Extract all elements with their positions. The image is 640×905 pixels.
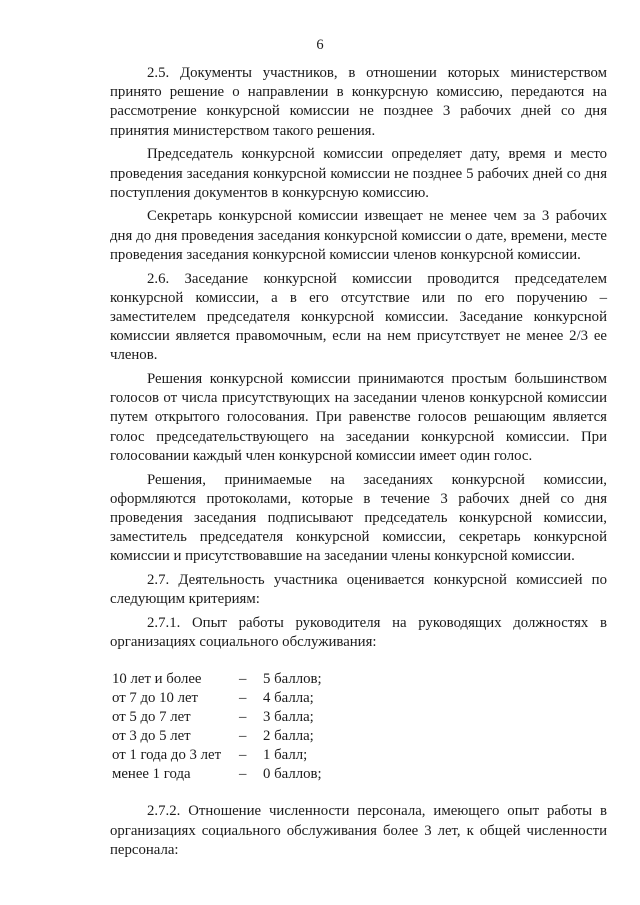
criteria-row [112, 670, 322, 689]
criteria-dash: – [239, 671, 247, 688]
paragraph-2-7-2: 2.7.2. Отношение численности персонала, имеющего опыт работы в организациях социального обслуживания более 3 лет, к общей численности персонала: [110, 803, 607, 858]
document-body [110, 64, 607, 865]
criteria-score: 1 балл; [263, 747, 308, 764]
criteria-row [112, 689, 322, 708]
criteria-dash: – [239, 747, 247, 764]
paragraph-2-7-1: 2.7.1. Опыт работы руководителя на руководящих должностях в организациях социального обслуживания: [110, 614, 607, 651]
criteria-range: от 5 до 7 лет [112, 709, 191, 726]
paragraph-chairman-schedule: Председатель конкурсной комиссии определяет дату, время и место проведения заседания конкурсной комиссии не позднее 5 рабочих дней со дня поступления документов в конкурсную комиссию. [110, 146, 607, 201]
criteria-row [112, 708, 322, 727]
criteria-score: 5 баллов; [263, 671, 322, 688]
criteria-range: от 3 до 5 лет [112, 728, 191, 745]
paragraph-decisions-protocols: Решения, принимаемые на заседаниях конкурсной комиссии, оформляются протоколами, которые в течение 3 рабочих дней со дня проведения заседания подписывают председатель конкурсной комиссии, заместитель председателя конкурсной комиссии, секретарь конкурсной комиссии и присутствовавшие на заседании члены конкурсной комиссии. [110, 471, 607, 565]
criteria-score: 2 балла; [263, 728, 314, 745]
criteria-range: от 7 до 10 лет [112, 690, 199, 707]
paragraph-secretary-notice: Секретарь конкурсной комиссии извещает не менее чем за 3 рабочих дня до дня проведения заседания конкурсной комиссии о дате, времени, месте проведения заседания конкурсной комиссии членов конкурсной комиссии. [110, 208, 607, 263]
criteria-row [112, 727, 322, 746]
criteria-range: менее 1 года [112, 766, 191, 783]
paragraph-decisions-voting: Решения конкурсной комиссии принимаются простым большинством голосов от числа присутствующих на заседании членов конкурсной комиссии путем открытого голосования. При равенстве голосов решающим является голос председательствующего на заседании конкурсной комиссии. При голосовании каждый член конкурсной комиссии имеет один голос. [110, 371, 607, 464]
criteria-dash: – [239, 728, 247, 745]
criteria-score: 4 балла; [263, 690, 314, 707]
experience-criteria-table [112, 670, 322, 784]
paragraph-2-6: 2.6. Заседание конкурсной комиссии проводится председателем конкурсной комиссии, а в его отсутствие или по его поручению – заместителем председателя конкурсной комиссии. Заседание конкурсной комиссии является правомочным, если на нем присутствует не менее 2/3 ее членов. [110, 270, 607, 364]
criteria-row [112, 746, 322, 765]
criteria-dash: – [239, 766, 247, 783]
criteria-range: 10 лет и более [112, 671, 202, 688]
criteria-dash: – [239, 709, 247, 726]
paragraph-2-7: 2.7. Деятельность участника оценивается конкурсной комиссией по следующим критериям: [110, 572, 607, 608]
criteria-score: 3 балла; [263, 709, 314, 726]
paragraph-2-5: 2.5. Документы участников, в отношении которых министерством принято решение о направлении в конкурсную комиссию, передаются на рассмотрение конкурсной комиссии не позднее 3 рабочих дней со дня принятия министерством такого решения. [110, 65, 607, 139]
criteria-score: 0 баллов; [263, 766, 322, 783]
criteria-dash: – [239, 690, 247, 707]
criteria-row [112, 765, 322, 784]
page-number: 6 [316, 37, 324, 53]
criteria-range: от 1 года до 3 лет [112, 747, 222, 764]
